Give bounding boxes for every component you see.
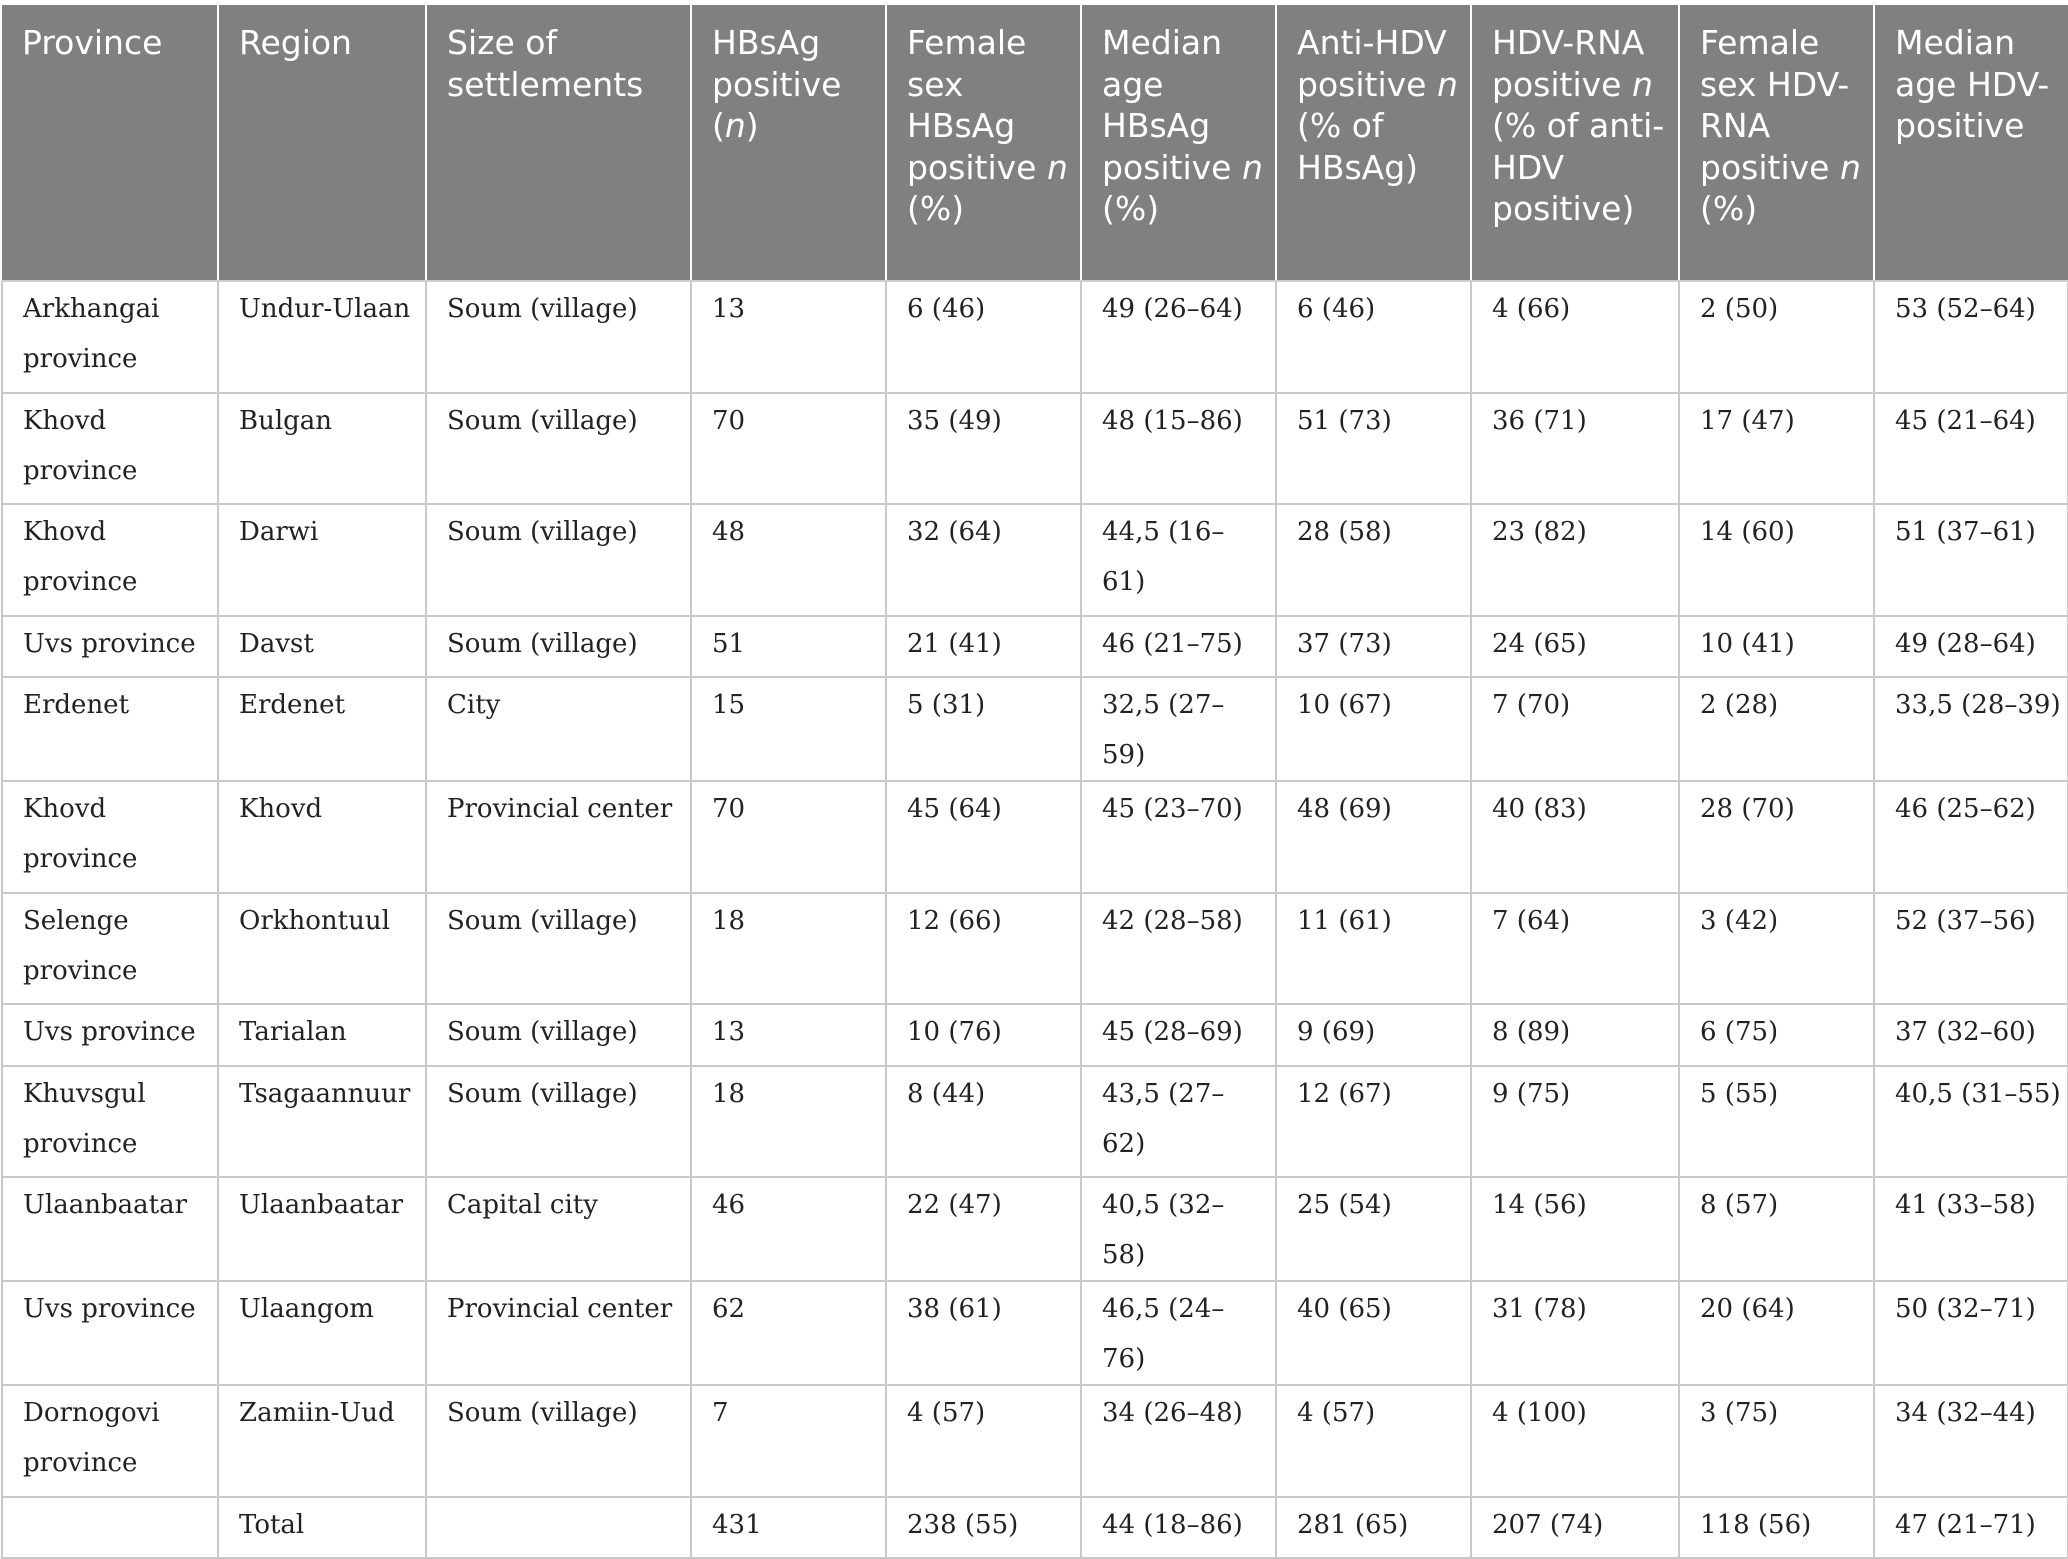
cell-female-hbsag: 22 (47) bbox=[886, 1177, 1081, 1281]
cell-region: Tsagaannuur bbox=[218, 1066, 426, 1178]
cell-anti-hdv: 28 (58) bbox=[1276, 504, 1471, 616]
cell-female-hbsag: 32 (64) bbox=[886, 504, 1081, 616]
cell-size-of-settlement: Soum (village) bbox=[426, 281, 691, 393]
cell-median-age-hbsag: 44,5 (16–61) bbox=[1081, 504, 1276, 616]
header-hdv-rna-pct: (% of anti-HDV positive) bbox=[1492, 106, 1665, 228]
cell-hdv-rna: 31 (78) bbox=[1471, 1281, 1679, 1385]
table-row bbox=[2, 616, 2068, 678]
cell-hbsag-positive: 18 bbox=[691, 1066, 886, 1178]
cell-anti-hdv: 40 (65) bbox=[1276, 1281, 1471, 1385]
header-province-label: Province bbox=[22, 23, 163, 62]
cell-size-of-settlement: Provincial center bbox=[426, 781, 691, 893]
cell-female-hdv-rna: 17 (47) bbox=[1679, 393, 1874, 505]
cell-female-hdv-rna: 2 (50) bbox=[1679, 281, 1874, 393]
cell-hbsag-positive: 70 bbox=[691, 393, 886, 505]
cell-hdv-rna: 23 (82) bbox=[1471, 504, 1679, 616]
cell-province: Uvs province bbox=[2, 1004, 218, 1066]
header-female-sex-hbsag bbox=[886, 5, 1081, 281]
cell-anti-hdv: 10 (67) bbox=[1276, 677, 1471, 781]
cell-size-of-settlement: Soum (village) bbox=[426, 504, 691, 616]
cell-female-hbsag: 45 (64) bbox=[886, 781, 1081, 893]
header-anti-hdv-positive bbox=[1276, 5, 1471, 281]
cell-region: Davst bbox=[218, 616, 426, 678]
header-row bbox=[2, 5, 2068, 281]
cell-hdv-rna: 4 (66) bbox=[1471, 281, 1679, 393]
cell-female-hdv-rna: 118 (56) bbox=[1679, 1497, 1874, 1559]
cell-hdv-rna: 7 (70) bbox=[1471, 677, 1679, 781]
cell-hdv-rna: 36 (71) bbox=[1471, 393, 1679, 505]
header-female-sex-hdv-rna bbox=[1679, 5, 1874, 281]
table-row bbox=[2, 1281, 2068, 1385]
cell-median-age-hbsag: 42 (28–58) bbox=[1081, 893, 1276, 1005]
cell-female-hdv-rna: 2 (28) bbox=[1679, 677, 1874, 781]
cell-median-age-hbsag: 32,5 (27–59) bbox=[1081, 677, 1276, 781]
header-median-hbsag-n: n bbox=[1241, 147, 1263, 187]
cell-anti-hdv: 4 (57) bbox=[1276, 1385, 1471, 1497]
header-female-hbsag-pct: (%) bbox=[907, 189, 965, 228]
cell-median-age-hdv: 51 (37–61) bbox=[1874, 504, 2068, 616]
cell-female-hbsag: 10 (76) bbox=[886, 1004, 1081, 1066]
cell-female-hbsag: 35 (49) bbox=[886, 393, 1081, 505]
cell-female-hbsag: 8 (44) bbox=[886, 1066, 1081, 1178]
cell-hdv-rna: 4 (100) bbox=[1471, 1385, 1679, 1497]
cell-median-age-hdv: 41 (33–58) bbox=[1874, 1177, 2068, 1281]
cell-province: Khovd province bbox=[2, 393, 218, 505]
cell-region: Bulgan bbox=[218, 393, 426, 505]
table-row bbox=[2, 504, 2068, 616]
cell-female-hdv-rna: 20 (64) bbox=[1679, 1281, 1874, 1385]
cell-province: Dornogovi province bbox=[2, 1385, 218, 1497]
cell-province: Arkhangai province bbox=[2, 281, 218, 393]
header-hbsag-n: n bbox=[724, 106, 746, 145]
cell-hbsag-positive: 48 bbox=[691, 504, 886, 616]
cell-female-hbsag: 6 (46) bbox=[886, 281, 1081, 393]
cell-size-of-settlement bbox=[426, 1497, 691, 1559]
cell-region: Tarialan bbox=[218, 1004, 426, 1066]
cell-female-hdv-rna: 6 (75) bbox=[1679, 1004, 1874, 1066]
cell-region: Zamiin-Uud bbox=[218, 1385, 426, 1497]
cell-size-of-settlement: Soum (village) bbox=[426, 393, 691, 505]
cell-median-age-hbsag: 40,5 (32–58) bbox=[1081, 1177, 1276, 1281]
header-hbsag-close: ) bbox=[745, 106, 759, 145]
cell-female-hbsag: 21 (41) bbox=[886, 616, 1081, 678]
cell-hbsag-positive: 13 bbox=[691, 1004, 886, 1066]
header-hdv-rna-n: n bbox=[1631, 64, 1653, 104]
cell-hbsag-positive: 62 bbox=[691, 1281, 886, 1385]
cell-size-of-settlement: Provincial center bbox=[426, 1281, 691, 1385]
table-row bbox=[2, 1004, 2068, 1066]
cell-female-hbsag: 5 (31) bbox=[886, 677, 1081, 781]
cell-female-hdv-rna: 14 (60) bbox=[1679, 504, 1874, 616]
cell-province bbox=[2, 1497, 218, 1559]
cell-hbsag-positive: 7 bbox=[691, 1385, 886, 1497]
table-row bbox=[2, 1177, 2068, 1281]
table-row bbox=[2, 1497, 2068, 1559]
table-row bbox=[2, 893, 2068, 1005]
cell-hdv-rna: 14 (56) bbox=[1471, 1177, 1679, 1281]
cell-female-hdv-rna: 8 (57) bbox=[1679, 1177, 1874, 1281]
header-anti-hdv-text: Anti-HDV positive bbox=[1297, 23, 1447, 104]
cell-region: Ulaangom bbox=[218, 1281, 426, 1385]
header-median-hbsag-text: Median age HBsAg positive bbox=[1102, 23, 1242, 187]
cell-hbsag-positive: 13 bbox=[691, 281, 886, 393]
table-body bbox=[2, 281, 2068, 1558]
header-hbsag-text: HBsAg positive ( bbox=[712, 23, 842, 145]
cell-province: Selenge province bbox=[2, 893, 218, 1005]
cell-median-age-hdv: 52 (37–56) bbox=[1874, 893, 2068, 1005]
cell-median-age-hbsag: 45 (28–69) bbox=[1081, 1004, 1276, 1066]
header-female-hbsag-text: Female sex HBsAg positive bbox=[907, 23, 1047, 187]
cell-median-age-hdv: 49 (28–64) bbox=[1874, 616, 2068, 678]
cell-median-age-hbsag: 45 (23–70) bbox=[1081, 781, 1276, 893]
cell-female-hdv-rna: 10 (41) bbox=[1679, 616, 1874, 678]
cell-size-of-settlement: Soum (village) bbox=[426, 1066, 691, 1178]
cell-median-age-hdv: 40,5 (31–55) bbox=[1874, 1066, 2068, 1178]
cell-median-age-hbsag: 49 (26–64) bbox=[1081, 281, 1276, 393]
cell-median-age-hdv: 53 (52–64) bbox=[1874, 281, 2068, 393]
cell-median-age-hdv: 50 (32–71) bbox=[1874, 1281, 2068, 1385]
cell-anti-hdv: 6 (46) bbox=[1276, 281, 1471, 393]
cell-female-hdv-rna: 5 (55) bbox=[1679, 1066, 1874, 1178]
cell-hbsag-positive: 431 bbox=[691, 1497, 886, 1559]
cell-anti-hdv: 37 (73) bbox=[1276, 616, 1471, 678]
cell-median-age-hbsag: 44 (18–86) bbox=[1081, 1497, 1276, 1559]
cell-median-age-hdv: 47 (21–71) bbox=[1874, 1497, 2068, 1559]
cell-province: Uvs province bbox=[2, 1281, 218, 1385]
cell-hbsag-positive: 15 bbox=[691, 677, 886, 781]
cell-median-age-hdv: 33,5 (28–39) bbox=[1874, 677, 2068, 781]
cell-anti-hdv: 281 (65) bbox=[1276, 1497, 1471, 1559]
cell-median-age-hdv: 34 (32–44) bbox=[1874, 1385, 2068, 1497]
cell-median-age-hbsag: 34 (26–48) bbox=[1081, 1385, 1276, 1497]
table-header bbox=[2, 5, 2068, 281]
cell-anti-hdv: 48 (69) bbox=[1276, 781, 1471, 893]
table-row bbox=[2, 393, 2068, 505]
header-female-hbsag-n: n bbox=[1046, 147, 1068, 187]
cell-hdv-rna: 207 (74) bbox=[1471, 1497, 1679, 1559]
header-hdv-rna-text: HDV-RNA positive bbox=[1492, 23, 1645, 104]
cell-female-hbsag: 12 (66) bbox=[886, 893, 1081, 1005]
cell-region: Ulaanbaatar bbox=[218, 1177, 426, 1281]
cell-hbsag-positive: 51 bbox=[691, 616, 886, 678]
cell-hdv-rna: 9 (75) bbox=[1471, 1066, 1679, 1178]
cell-anti-hdv: 11 (61) bbox=[1276, 893, 1471, 1005]
cell-province: Uvs province bbox=[2, 616, 218, 678]
cell-female-hbsag: 238 (55) bbox=[886, 1497, 1081, 1559]
header-median-age-hbsag bbox=[1081, 5, 1276, 281]
cell-province: Khuvsgul province bbox=[2, 1066, 218, 1178]
hdv-prevalence-table bbox=[1, 5, 2068, 1559]
cell-province: Khovd province bbox=[2, 504, 218, 616]
cell-size-of-settlement: City bbox=[426, 677, 691, 781]
cell-region: Total bbox=[218, 1497, 426, 1559]
cell-median-age-hbsag: 46 (21–75) bbox=[1081, 616, 1276, 678]
cell-median-age-hdv: 46 (25–62) bbox=[1874, 781, 2068, 893]
cell-anti-hdv: 25 (54) bbox=[1276, 1177, 1471, 1281]
table-row bbox=[2, 281, 2068, 393]
header-female-rna-text: Female sex HDV-RNA positive bbox=[1700, 23, 1850, 187]
cell-median-age-hdv: 45 (21–64) bbox=[1874, 393, 2068, 505]
cell-region: Undur-Ulaan bbox=[218, 281, 426, 393]
cell-region: Erdenet bbox=[218, 677, 426, 781]
header-female-rna-pct: (%) bbox=[1700, 189, 1758, 228]
cell-province: Khovd province bbox=[2, 781, 218, 893]
cell-hdv-rna: 24 (65) bbox=[1471, 616, 1679, 678]
cell-female-hbsag: 4 (57) bbox=[886, 1385, 1081, 1497]
cell-anti-hdv: 51 (73) bbox=[1276, 393, 1471, 505]
cell-hbsag-positive: 18 bbox=[691, 893, 886, 1005]
header-median-hdv-label: Median age HDV-positive bbox=[1895, 23, 2050, 145]
cell-size-of-settlement: Soum (village) bbox=[426, 1385, 691, 1497]
header-median-hbsag-pct: (%) bbox=[1102, 189, 1160, 228]
header-hdv-rna-positive bbox=[1471, 5, 1679, 281]
cell-region: Darwi bbox=[218, 504, 426, 616]
header-region bbox=[218, 5, 426, 281]
header-size-label: Size of settlements bbox=[447, 23, 644, 104]
cell-median-age-hbsag: 46,5 (24–76) bbox=[1081, 1281, 1276, 1385]
header-anti-hdv-n: n bbox=[1436, 64, 1458, 104]
cell-hdv-rna: 40 (83) bbox=[1471, 781, 1679, 893]
table-row bbox=[2, 781, 2068, 893]
cell-female-hbsag: 38 (61) bbox=[886, 1281, 1081, 1385]
header-size-of-settlements bbox=[426, 5, 691, 281]
cell-hdv-rna: 8 (89) bbox=[1471, 1004, 1679, 1066]
table-row bbox=[2, 1385, 2068, 1497]
cell-hdv-rna: 7 (64) bbox=[1471, 893, 1679, 1005]
header-anti-hdv-pct: (% of HBsAg) bbox=[1297, 106, 1419, 187]
cell-median-age-hbsag: 48 (15–86) bbox=[1081, 393, 1276, 505]
cell-anti-hdv: 9 (69) bbox=[1276, 1004, 1471, 1066]
cell-size-of-settlement: Soum (village) bbox=[426, 1004, 691, 1066]
cell-size-of-settlement: Soum (village) bbox=[426, 893, 691, 1005]
data-table-container bbox=[1, 5, 2067, 1559]
cell-province: Ulaanbaatar bbox=[2, 1177, 218, 1281]
cell-size-of-settlement: Soum (village) bbox=[426, 616, 691, 678]
cell-female-hdv-rna: 3 (42) bbox=[1679, 893, 1874, 1005]
cell-median-age-hdv: 37 (32–60) bbox=[1874, 1004, 2068, 1066]
cell-region: Orkhontuul bbox=[218, 893, 426, 1005]
header-female-rna-n: n bbox=[1839, 147, 1861, 187]
cell-female-hdv-rna: 3 (75) bbox=[1679, 1385, 1874, 1497]
header-province bbox=[2, 5, 218, 281]
header-hbsag-positive bbox=[691, 5, 886, 281]
cell-female-hdv-rna: 28 (70) bbox=[1679, 781, 1874, 893]
table-row bbox=[2, 677, 2068, 781]
header-median-age-hdv bbox=[1874, 5, 2068, 281]
table-row bbox=[2, 1066, 2068, 1178]
cell-region: Khovd bbox=[218, 781, 426, 893]
cell-median-age-hbsag: 43,5 (27–62) bbox=[1081, 1066, 1276, 1178]
cell-hbsag-positive: 46 bbox=[691, 1177, 886, 1281]
header-region-label: Region bbox=[239, 23, 352, 62]
cell-province: Erdenet bbox=[2, 677, 218, 781]
cell-hbsag-positive: 70 bbox=[691, 781, 886, 893]
cell-anti-hdv: 12 (67) bbox=[1276, 1066, 1471, 1178]
cell-size-of-settlement: Capital city bbox=[426, 1177, 691, 1281]
